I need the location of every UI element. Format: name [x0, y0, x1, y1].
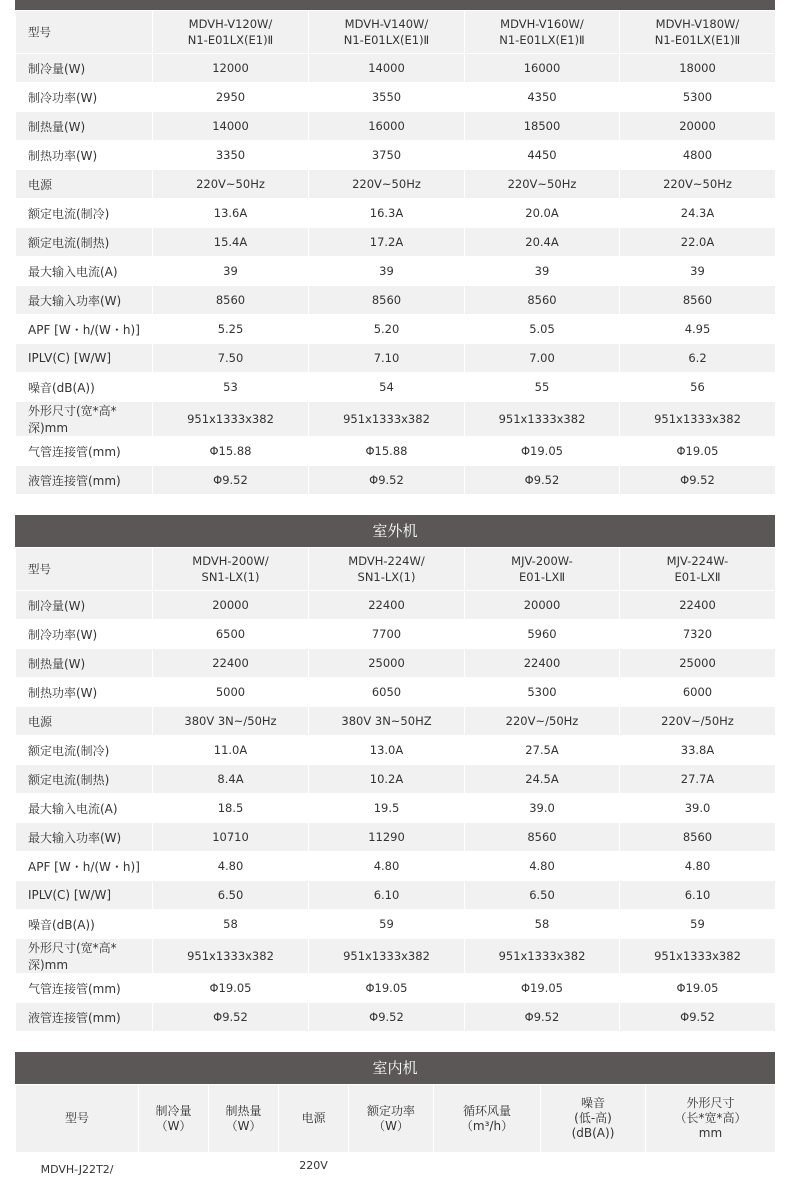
spec-value: 20.4A: [465, 228, 620, 257]
indoor-power-supply: 220V: [279, 1153, 349, 1193]
model-name: MDVH-V120W/ N1-E01LX(E1)Ⅱ: [153, 11, 309, 54]
spec-label: 制热功率(W): [16, 141, 153, 170]
spec-value: 4.80: [465, 852, 620, 881]
spec-label: 电源: [16, 170, 153, 199]
spec-label: 制冷量(W): [16, 54, 153, 83]
table-header-row: [16, 11, 776, 54]
spec-value: 951x1333x382: [465, 402, 620, 437]
spec-row: [16, 852, 776, 881]
spec-value: 6050: [309, 678, 465, 707]
spec-value: 5300: [620, 83, 776, 112]
spec-label: 气管连接管(mm): [16, 437, 153, 466]
spec-row: [16, 54, 776, 83]
spec-label: 电源: [16, 707, 153, 736]
spec-value: 13.0A: [309, 736, 465, 765]
spec-value: 8560: [153, 286, 309, 315]
spec-row: [16, 466, 776, 495]
spec-value: 8.4A: [153, 765, 309, 794]
spec-row: [16, 591, 776, 620]
spec-value: 220V~50Hz: [153, 170, 309, 199]
spec-value: 18.5: [153, 794, 309, 823]
spec-value: 5.25: [153, 315, 309, 344]
spec-value: 14000: [153, 112, 309, 141]
indoor-header-cooling: 制冷量 （W）: [139, 1085, 209, 1153]
spec-row: [16, 83, 776, 112]
spec-value: 220V~/50Hz: [465, 707, 620, 736]
spec-value: Φ19.05: [465, 437, 620, 466]
indoor-header-airflow: 循环风量 （m³/h）: [434, 1085, 541, 1153]
spec-value: 25000: [620, 649, 776, 678]
spec-value: 8560: [309, 286, 465, 315]
spec-value: 20000: [153, 591, 309, 620]
spec-value: 20000: [620, 112, 776, 141]
spec-label: 外形尺寸(宽*高*深)mm: [16, 939, 153, 974]
spec-value: 19.5: [309, 794, 465, 823]
spec-value: 22.0A: [620, 228, 776, 257]
spec-value: 4.95: [620, 315, 776, 344]
spec-value: 27.7A: [620, 765, 776, 794]
indoor-model-name: MDVH-J22T2/: [16, 1153, 139, 1193]
spec-label: 制热功率(W): [16, 678, 153, 707]
spec-label: APF [W・h/(W・h)]: [16, 315, 153, 344]
spec-row: [16, 939, 776, 974]
spec-value: 33.8A: [620, 736, 776, 765]
spec-row: [16, 881, 776, 910]
spec-value: 7320: [620, 620, 776, 649]
spec-value: 24.5A: [465, 765, 620, 794]
spec-value: Φ9.52: [465, 1003, 620, 1032]
indoor-table-title: 室内机: [15, 1052, 775, 1084]
spec-value: 4800: [620, 141, 776, 170]
spec-value: 58: [153, 910, 309, 939]
spec-value: 6000: [620, 678, 776, 707]
spec-value: 39.0: [465, 794, 620, 823]
spec-row: [16, 199, 776, 228]
spec-value: 951x1333x382: [620, 402, 776, 437]
spec-value: 39: [309, 257, 465, 286]
spec-row: [16, 974, 776, 1003]
spec-value: 3550: [309, 83, 465, 112]
indoor-header-dimensions: 外形尺寸 （长*宽*高） mm: [646, 1085, 776, 1153]
spec-row: [16, 1003, 776, 1032]
spec-value: 951x1333x382: [465, 939, 620, 974]
spec-label: 制热量(W): [16, 649, 153, 678]
spec-label: 额定电流(制冷): [16, 199, 153, 228]
spec-label: 最大输入电流(A): [16, 794, 153, 823]
spec-value: 8560: [465, 286, 620, 315]
spec-value: 7.10: [309, 344, 465, 373]
spec-value: 16.3A: [309, 199, 465, 228]
spec-value: 54: [309, 373, 465, 402]
spec-label: 制冷功率(W): [16, 620, 153, 649]
spec-value: 11290: [309, 823, 465, 852]
spec-value: 6.50: [465, 881, 620, 910]
spec-value: 10710: [153, 823, 309, 852]
spec-value: 13.6A: [153, 199, 309, 228]
spec-row: [16, 286, 776, 315]
spec-value: Φ19.05: [309, 974, 465, 1003]
spec-label: 气管连接管(mm): [16, 974, 153, 1003]
spec-value: 951x1333x382: [153, 939, 309, 974]
spec-value: Φ19.05: [465, 974, 620, 1003]
spec-row: [16, 228, 776, 257]
spec-value: Φ15.88: [309, 437, 465, 466]
spec-label: 最大输入电流(A): [16, 257, 153, 286]
spec-value: 220V~50Hz: [309, 170, 465, 199]
spec-value: 6.50: [153, 881, 309, 910]
spec-value: 7.00: [465, 344, 620, 373]
spec-label: IPLV(C) [W/W]: [16, 881, 153, 910]
spec-value: 22400: [620, 591, 776, 620]
spec-value: 5000: [153, 678, 309, 707]
spec-value: 18500: [465, 112, 620, 141]
spec-value: 59: [309, 910, 465, 939]
spec-value: 16000: [465, 54, 620, 83]
spec-value: 11.0A: [153, 736, 309, 765]
outdoor-table-1: [15, 0, 775, 495]
model-name: MDVH-224W/ SN1-LX(1): [309, 548, 465, 591]
outdoor-spec-table-2: [15, 547, 776, 1032]
indoor-header-power-supply: 电源: [279, 1085, 349, 1153]
model-label: 型号: [16, 548, 153, 591]
outdoor-table-2: [15, 515, 775, 1032]
spec-value: 20000: [465, 591, 620, 620]
spec-value: Φ9.52: [620, 1003, 776, 1032]
spec-value: 951x1333x382: [309, 939, 465, 974]
spec-value: Φ19.05: [620, 437, 776, 466]
spec-value: Φ9.52: [309, 466, 465, 495]
spec-value: 380V 3N~50HZ: [309, 707, 465, 736]
spec-value: 5300: [465, 678, 620, 707]
spec-value: 56: [620, 373, 776, 402]
spec-row: [16, 620, 776, 649]
indoor-header-noise: 噪音 (低-高) (dB(A)): [541, 1085, 646, 1153]
model-name: MDVH-V160W/ N1-E01LX(E1)Ⅱ: [465, 11, 620, 54]
spec-value: 6500: [153, 620, 309, 649]
spec-row: [16, 649, 776, 678]
spec-value: 3350: [153, 141, 309, 170]
table-header-row: [16, 548, 776, 591]
spec-value: Φ19.05: [620, 974, 776, 1003]
spec-value: 39: [620, 257, 776, 286]
spec-value: 8560: [620, 286, 776, 315]
outdoor-table-2-title: 室外机: [15, 515, 775, 547]
spec-row: [16, 736, 776, 765]
spec-value: 4450: [465, 141, 620, 170]
spec-value: Φ9.52: [620, 466, 776, 495]
spec-row: [16, 112, 776, 141]
indoor-table: [15, 1052, 775, 1193]
spec-value: 53: [153, 373, 309, 402]
spec-value: Φ9.52: [465, 466, 620, 495]
spec-label: 制热量(W): [16, 112, 153, 141]
spec-row: [16, 141, 776, 170]
spec-value: 951x1333x382: [153, 402, 309, 437]
spec-value: 951x1333x382: [620, 939, 776, 974]
spec-value: 8560: [620, 823, 776, 852]
spec-value: 220V~50Hz: [620, 170, 776, 199]
spec-label: APF [W・h/(W・h)]: [16, 852, 153, 881]
spec-value: 6.10: [309, 881, 465, 910]
spec-value: 27.5A: [465, 736, 620, 765]
spec-label: IPLV(C) [W/W]: [16, 344, 153, 373]
spec-value: Φ9.52: [153, 466, 309, 495]
spec-row: [16, 373, 776, 402]
spec-value: 8560: [465, 823, 620, 852]
spec-row: [16, 344, 776, 373]
spec-value: 4.80: [620, 852, 776, 881]
spec-row: [16, 170, 776, 199]
spec-value: 24.3A: [620, 199, 776, 228]
spec-label: 噪音(dB(A)): [16, 910, 153, 939]
spec-value: 12000: [153, 54, 309, 83]
spec-label: 最大输入功率(W): [16, 286, 153, 315]
spec-value: 22400: [309, 591, 465, 620]
indoor-header-model: 型号: [16, 1085, 139, 1153]
model-name: MDVH-V180W/ N1-E01LX(E1)Ⅱ: [620, 11, 776, 54]
spec-label: 液管连接管(mm): [16, 1003, 153, 1032]
spec-label: 额定电流(制热): [16, 765, 153, 794]
spec-row: [16, 707, 776, 736]
spec-value: 6.10: [620, 881, 776, 910]
spec-value: 7700: [309, 620, 465, 649]
outdoor-spec-table-1: [15, 10, 776, 495]
spec-value: 6.2: [620, 344, 776, 373]
spec-value: 220V~/50Hz: [620, 707, 776, 736]
spec-value: 5.05: [465, 315, 620, 344]
spec-value: 15.4A: [153, 228, 309, 257]
spec-row: [16, 910, 776, 939]
spec-value: 39: [465, 257, 620, 286]
spec-value: 5.20: [309, 315, 465, 344]
spec-label: 额定电流(制热): [16, 228, 153, 257]
spec-row: [16, 402, 776, 437]
spec-value: 3750: [309, 141, 465, 170]
spec-value: 5960: [465, 620, 620, 649]
spec-value: 17.2A: [309, 228, 465, 257]
spec-row: [16, 794, 776, 823]
spec-value: 22400: [465, 649, 620, 678]
spec-row: [16, 765, 776, 794]
spec-value: 7.50: [153, 344, 309, 373]
spec-row: [16, 437, 776, 466]
spec-value: 4.80: [153, 852, 309, 881]
spec-label: 外形尺寸(宽*高*深)mm: [16, 402, 153, 437]
indoor-header-row: [16, 1085, 776, 1153]
model-name: MJV-200W- E01-LXⅡ: [465, 548, 620, 591]
indoor-header-heating: 制热量 （W）: [209, 1085, 279, 1153]
spec-value: 18000: [620, 54, 776, 83]
spec-value: 25000: [309, 649, 465, 678]
spec-value: 55: [465, 373, 620, 402]
spec-value: 22400: [153, 649, 309, 678]
spec-value: 10.2A: [309, 765, 465, 794]
model-name: MDVH-V140W/ N1-E01LX(E1)Ⅱ: [309, 11, 465, 54]
spec-value: 16000: [309, 112, 465, 141]
spec-value: 58: [465, 910, 620, 939]
spec-value: Φ9.52: [153, 1003, 309, 1032]
model-name: MDVH-200W/ SN1-LX(1): [153, 548, 309, 591]
spec-value: 380V 3N~/50Hz: [153, 707, 309, 736]
spec-value: 39.0: [620, 794, 776, 823]
spec-label: 制冷量(W): [16, 591, 153, 620]
spec-value: Φ19.05: [153, 974, 309, 1003]
spec-value: 2950: [153, 83, 309, 112]
spec-row: [16, 678, 776, 707]
spec-value: 39: [153, 257, 309, 286]
spec-value: 59: [620, 910, 776, 939]
spec-value: Φ9.52: [309, 1003, 465, 1032]
spec-value: 14000: [309, 54, 465, 83]
spec-label: 液管连接管(mm): [16, 466, 153, 495]
outdoor-table-1-title-bar: [15, 0, 775, 10]
spec-label: 制冷功率(W): [16, 83, 153, 112]
spec-row: [16, 315, 776, 344]
spec-value: 220V~50Hz: [465, 170, 620, 199]
spec-label: 最大输入功率(W): [16, 823, 153, 852]
spec-value: 951x1333x382: [309, 402, 465, 437]
model-label: 型号: [16, 11, 153, 54]
spec-value: Φ15.88: [153, 437, 309, 466]
spec-label: 额定电流(制冷): [16, 736, 153, 765]
indoor-header-rated-power: 额定功率 （W）: [349, 1085, 434, 1153]
spec-value: 4350: [465, 83, 620, 112]
model-name: MJV-224W- E01-LXⅡ: [620, 548, 776, 591]
spec-row: [16, 257, 776, 286]
spec-value: 20.0A: [465, 199, 620, 228]
spec-value: 4.80: [309, 852, 465, 881]
indoor-spec-table: [15, 1084, 776, 1193]
spec-label: 噪音(dB(A)): [16, 373, 153, 402]
spec-row: [16, 823, 776, 852]
